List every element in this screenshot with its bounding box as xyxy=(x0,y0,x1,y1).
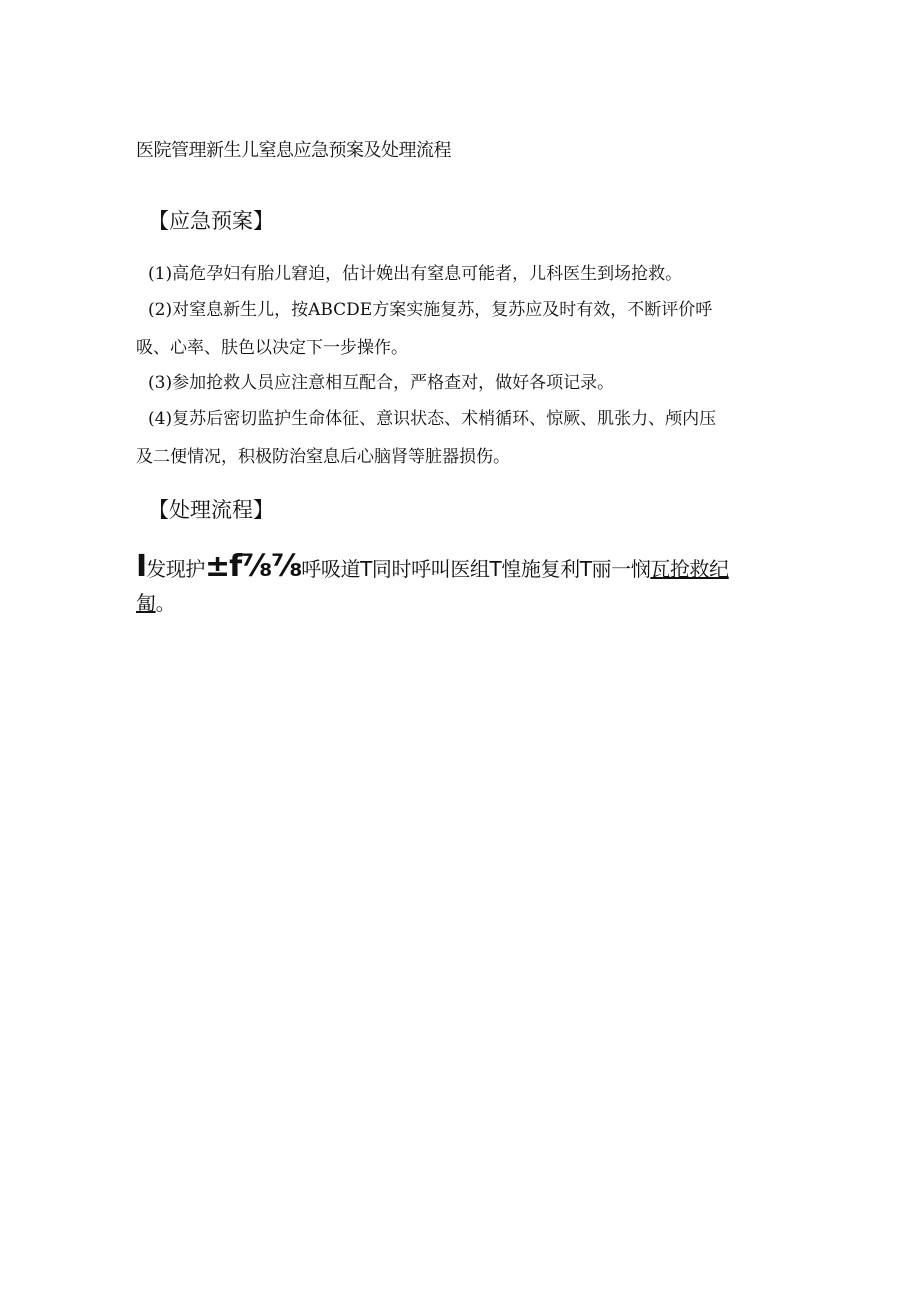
emergency-item-3-line-1: (3)参加抢救人员应注意相互配合，严格查对，做好各项记录。 xyxy=(148,373,615,393)
process-flow-text xyxy=(136,550,776,620)
emergency-plan-heading: 【应急预案】 xyxy=(148,209,274,233)
emergency-item-3 xyxy=(136,364,776,402)
flow-line-2-underlined: 匐 xyxy=(136,591,156,615)
flow-garbled-symbols: ±f⅞⅞ xyxy=(204,549,302,584)
process-flow-line-1 xyxy=(136,550,776,586)
emergency-item-4 xyxy=(136,400,776,476)
emergency-item-4-line-2: 及二便情况，积极防治窒息后心脑肾等脏器损伤。 xyxy=(136,447,510,467)
process-flow-line-2 xyxy=(136,586,776,620)
flow-line-2-end: 。 xyxy=(155,591,176,615)
process-heading: 【处理流程】 xyxy=(148,498,274,522)
flow-underlined-text: 瓦抢救纪 xyxy=(650,557,729,581)
flow-part-1: 发现护 xyxy=(146,557,205,581)
emergency-item-2 xyxy=(136,291,776,367)
emergency-item-2-line-2: 吸、心率、肤色以决定下一步操作。 xyxy=(136,338,408,358)
emergency-item-2-line-1: (2)对窒息新生儿，按ABCDE方案实施复苏，复苏应及时有效，不断评价呼 xyxy=(148,300,713,320)
emergency-item-1-line-1: (1)高危孕妇有胎儿窘迫，估计娩出有窒息可能者，儿科医生到场抢救。 xyxy=(148,264,683,284)
emergency-item-1 xyxy=(136,255,776,293)
flow-part-2: 呼吸道T同时呼叫医组T惶施复利T丽一悯 xyxy=(301,557,651,581)
flow-prefix: I xyxy=(136,549,147,584)
document-title: 医院管理新生儿窒息应急预案及处理流程 xyxy=(136,140,451,161)
emergency-item-4-line-1: (4)复苏后密切监护生命体征、意识状态、术梢循环、惊厥、肌张力、颅内压 xyxy=(148,409,717,429)
